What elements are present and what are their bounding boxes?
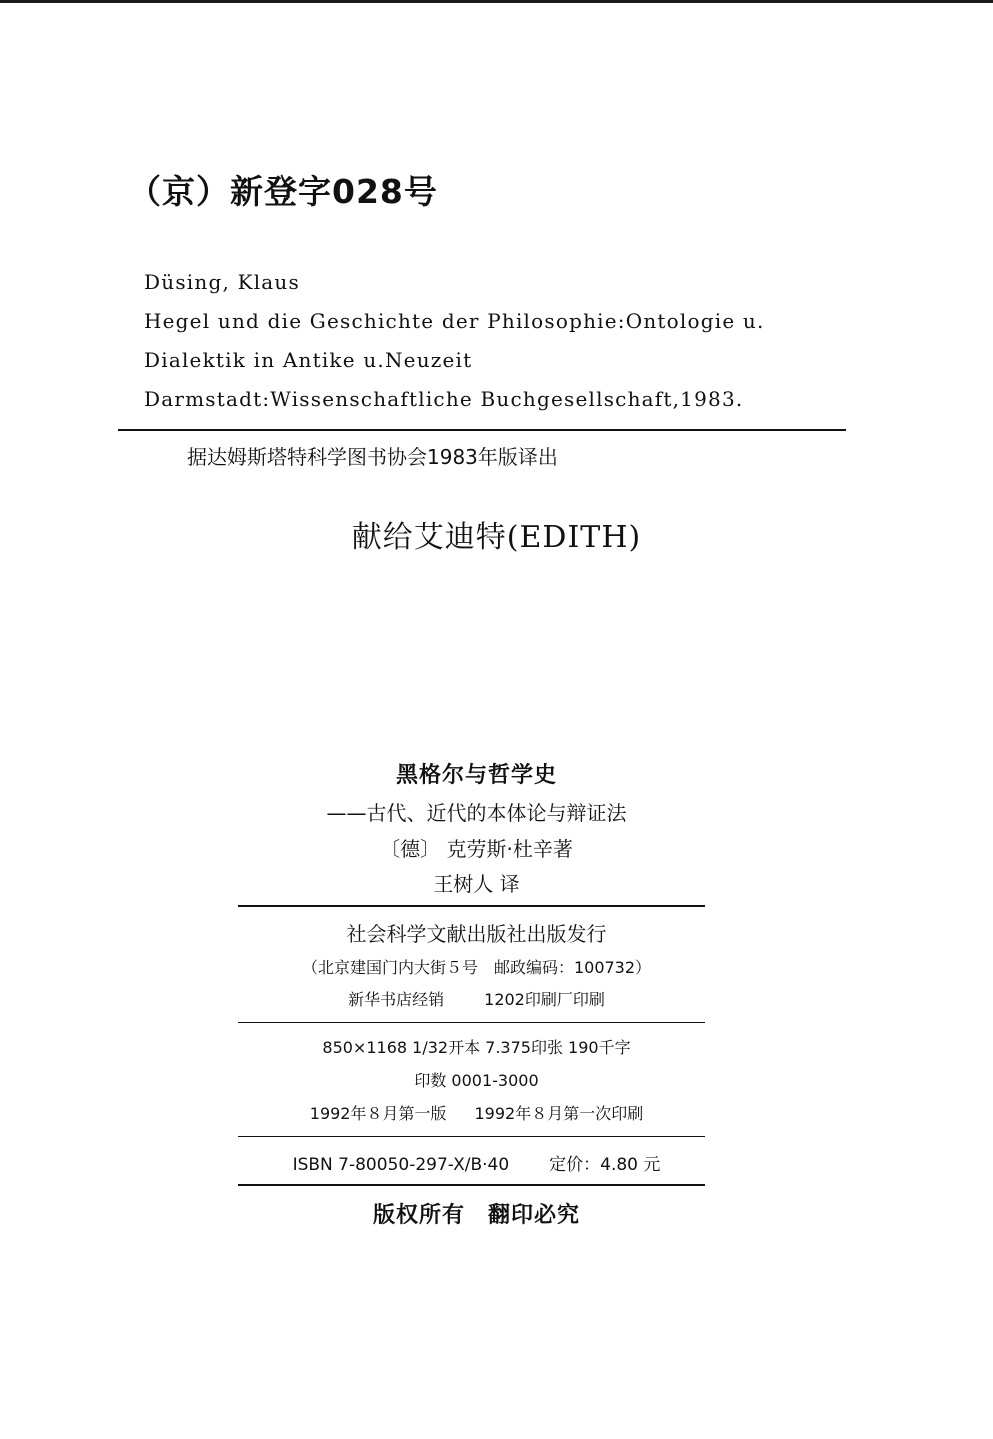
format-line: 850×1168 1/32开本 7.375印张 190千字 — [322, 1038, 631, 1057]
distributor: 新华书店经销 — [348, 990, 445, 1009]
cip-imprint: Darmstadt:Wissenschaftliche Buchgesellschaft,1983. — [144, 387, 744, 411]
cip-divider — [118, 429, 846, 431]
source-note: 据达姆斯塔特科学图书协会1983年版译出 — [187, 445, 558, 469]
cip-title-line1: Hegel und die Geschichte der Philosophie:Ontologie u. — [144, 309, 765, 333]
top-border — [0, 0, 993, 3]
publisher: 社会科学文献出版社出版发行 — [346, 922, 607, 946]
colophon-rule-1 — [238, 905, 705, 907]
publisher-address: （北京建国门内大街５号 邮政编码：100732） — [301, 958, 652, 977]
registration-number: （京）新登字028号 — [128, 172, 438, 211]
book-title: 黑格尔与哲学史 — [395, 763, 557, 788]
isbn-line — [0, 1150, 953, 1175]
isbn: ISBN 7-80050-297-X/B·40 — [292, 1155, 510, 1175]
book-translator: 王树人 译 — [433, 872, 520, 896]
cip-record — [144, 268, 765, 424]
printer: 1202印刷厂印刷 — [484, 990, 605, 1009]
colophon-rule-4 — [238, 1184, 705, 1186]
book-author: 〔德〕 克劳斯·杜辛著 — [380, 837, 573, 861]
colophon-rule-2 — [238, 1022, 705, 1023]
dedication: 献给艾迪特(EDITH) — [351, 520, 642, 555]
edition-line — [0, 1101, 953, 1124]
copyright-notice: 版权所有 翻印必究 — [372, 1203, 580, 1228]
cip-author: Düsing, Klaus — [144, 270, 300, 294]
price: 定价：4.80 元 — [549, 1155, 661, 1175]
distribution-line — [0, 987, 953, 1010]
cip-title-line2: Dialektik in Antike u.Neuzeit — [144, 348, 473, 372]
book-subtitle: ——古代、近代的本体论与辩证法 — [326, 801, 627, 825]
colophon-rule-3 — [238, 1136, 705, 1137]
first-printing: 1992年８月第一次印刷 — [474, 1104, 644, 1123]
print-count: 印数 0001-3000 — [414, 1071, 539, 1090]
first-edition: 1992年８月第一版 — [309, 1104, 447, 1123]
